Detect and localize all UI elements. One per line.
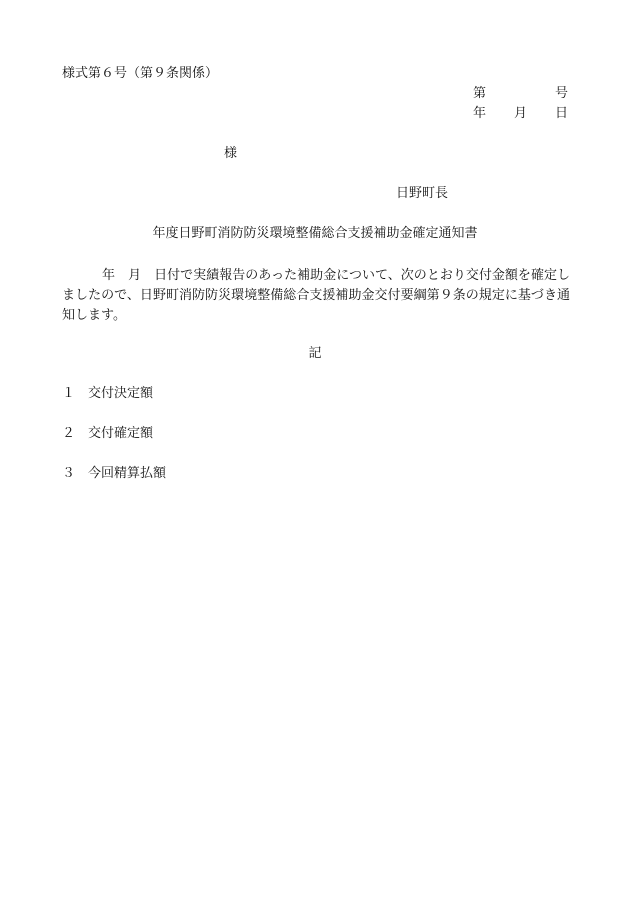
doc-number-prefix: 第 bbox=[473, 86, 487, 101]
item-number: ２ bbox=[62, 426, 76, 441]
body-month-label: 月 bbox=[128, 268, 142, 283]
addressee-honorific: 様 bbox=[224, 146, 238, 161]
date-day-label: 日 bbox=[555, 106, 569, 121]
date-month-label: 月 bbox=[514, 106, 528, 121]
date-year-label: 年 bbox=[473, 106, 487, 121]
form-label: 様式第６号（第９条関係） bbox=[62, 66, 219, 81]
doc-number-suffix: 号 bbox=[555, 86, 569, 101]
item-label: 今回精算払額 bbox=[88, 466, 167, 481]
document-title: 年度日野町消防防災環境整備総合支援補助金確定通知書 bbox=[152, 226, 478, 241]
list-item bbox=[62, 386, 153, 402]
body-text: 日付で実績報告のあった補助金について、次のとおり交付金額を確定しましたので、日野町消防防災環境整備総合支援補助金交付要綱第９条の規定に基づき通知します。 bbox=[62, 268, 570, 323]
list-item bbox=[62, 426, 153, 442]
item-number: １ bbox=[62, 386, 76, 401]
body-year-label: 年 bbox=[102, 268, 116, 283]
ki-heading: 記 bbox=[308, 346, 322, 361]
item-label: 交付確定額 bbox=[88, 426, 154, 441]
list-item bbox=[62, 466, 166, 482]
item-number: ３ bbox=[62, 466, 76, 481]
body-paragraph bbox=[62, 266, 570, 326]
item-label: 交付決定額 bbox=[88, 386, 154, 401]
sender-name: 日野町長 bbox=[396, 186, 449, 201]
